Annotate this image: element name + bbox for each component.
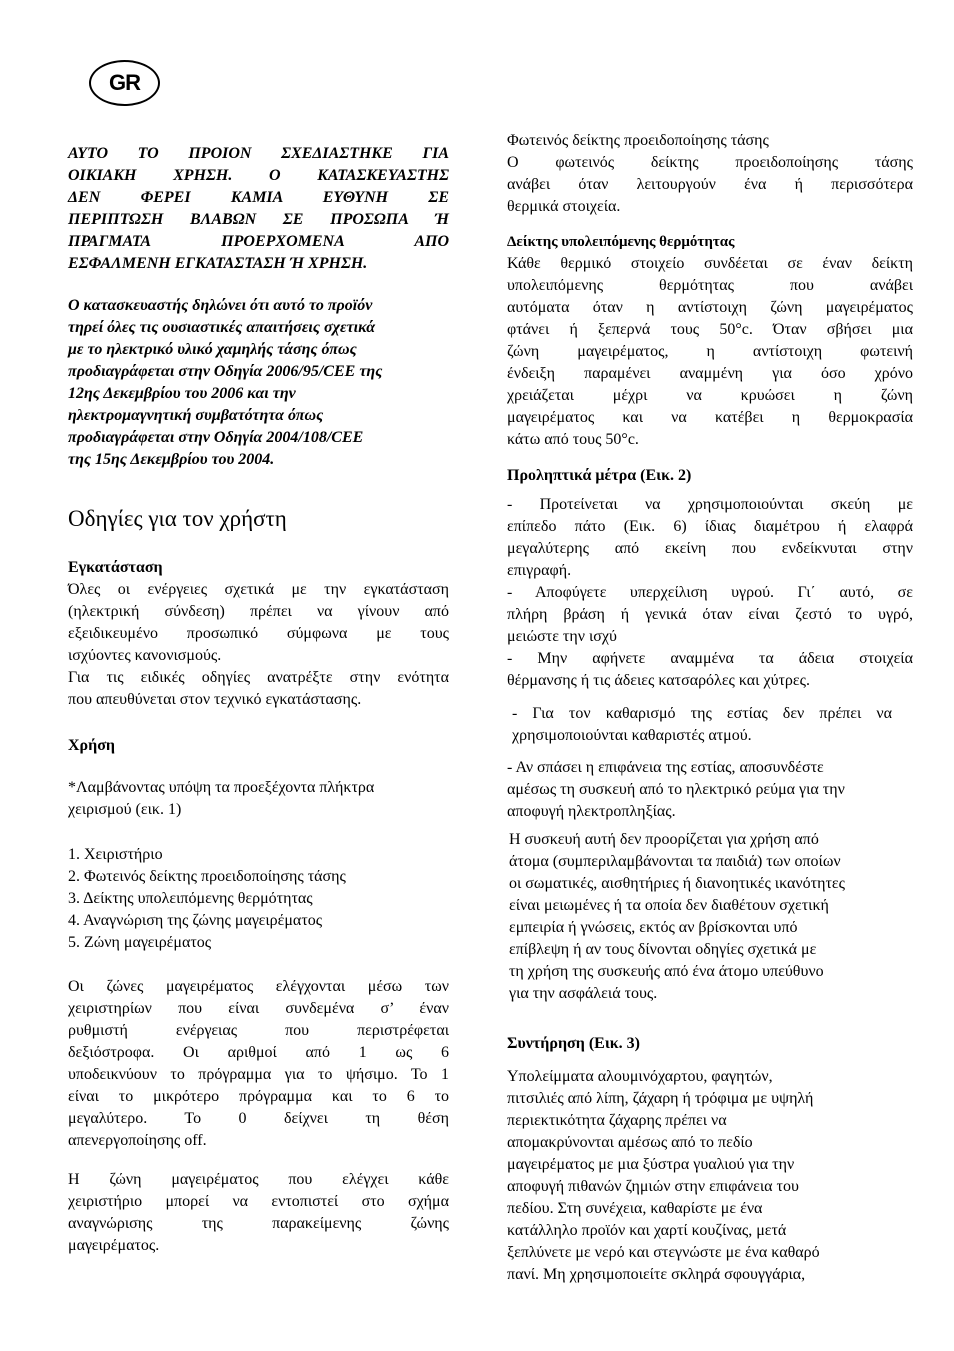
text-line: επιγραφή. (507, 562, 572, 579)
text-line: ΑΥΤΟ ΤΟ ΠΡΟΙΟΝ ΣΧΕΔΙΑΣΤΗΚΕ ΓΙΑ (68, 145, 449, 162)
text-line: 1. Χειριστήριο (68, 846, 163, 863)
language-badge (89, 60, 160, 106)
use-heading: Χρήση (68, 737, 115, 754)
precautions-heading: Προληπτικά μέτρα (Εικ. 2) (507, 467, 692, 484)
text-line: 3. Δείκτης υπολειπόμενης θερμότητας (68, 890, 313, 907)
text-line: Όλες οι ενέργειες σχετικά με την εγκατάσταση (68, 581, 449, 598)
text-line: πλήρη βράση ή γενικά όταν είναι ζεστό το υγρό, (507, 606, 913, 623)
text-line: χρειάζεται μέχρι να κρυώσει η ζώνη (507, 387, 913, 404)
safety-notice (509, 829, 915, 1005)
text-line: Ο φωτεινός δείκτης προειδοποίησης τάσης (507, 154, 913, 171)
text-line: περιεκτικότητα ζάχαρης πρέπει να (507, 1112, 727, 1129)
text-line: πιτσιλιές από λίπη, ζάχαρη ή τρόφιμα με υψηλή (507, 1090, 814, 1107)
text-line: είναι μειωμένες ή τα οποία δεν διαθέτουν σχετική (509, 897, 829, 914)
text-line: Ο κατασκευαστής δηλώνει ότι αυτό το προϊόν (68, 297, 373, 314)
text-line: χειριστηρίων που είναι συνδεμένα σ’ έναν (68, 1000, 449, 1017)
text-line: εμπειρία ή γνώσεις, εκτός αν βρίσκονται υπό (509, 919, 798, 936)
zones-text (68, 976, 449, 1152)
text-line: ζώνη μαγειρέματος, η αντίστοιχη φωτεινή (507, 343, 913, 360)
text-line: - Προτείνεται να χρησιμοποιούνται σκεύη με (507, 496, 913, 513)
text-line: άτομα (συμπεριλαμβάνονται τα παιδιά) των οποίων (509, 853, 841, 870)
text-line: πανί. Μη χρησιμοποιείτε σκληρά σφουγγάρια, (507, 1266, 806, 1283)
text-line: κατάλληλο προϊόν και χαρτί κουζίνας, μετά (507, 1222, 787, 1239)
text-line: - Αποφύγετε υπερχείλιση υγρού. Γι΄ αυτό, σε (507, 584, 913, 601)
zone-locate-text (68, 1169, 449, 1257)
text-line: Η συσκευή αυτή δεν προορίζεται για χρήση από (509, 831, 819, 848)
text-line: μαγειρέματος. (68, 1237, 160, 1254)
use-components-list (68, 844, 449, 954)
text-line: προδιαγράφεται στην Οδηγία 2006/95/CEE της (68, 363, 383, 380)
text-line: αυτόματα όταν η αντίστοιχη ζώνη μαγειρέματος (507, 299, 913, 316)
text-line: με το ηλεκτρικό υλικό χαμηλής τάσης όπως (68, 341, 357, 358)
text-line: χειριστήριο μπορεί να εντοπιστεί στο σχήμα (68, 1193, 449, 1210)
text-line: υπολειπόμενης θερμότητας που ανάβει (507, 277, 913, 294)
text-line: ανάβει όταν λειτουργούν ένα ή περισσότερα (507, 176, 913, 193)
text-line: για την ασφάλειά τους. (509, 985, 658, 1002)
residual-heat-text (507, 253, 913, 451)
text-line: - Για τον καθαρισμό της εστίας δεν πρέπει να (512, 705, 892, 722)
text-line: Οι ζώνες μαγειρέματος ελέγχονται μέσω των (68, 978, 449, 995)
text-line: αποφυγή πιθανών ζημιών στην επιφάνεια του (507, 1178, 799, 1195)
maintenance-heading: Συντήρηση (Εικ. 3) (507, 1035, 640, 1052)
compliance-declaration (68, 295, 449, 471)
text-line: τηρεί όλες τις ουσιαστικές απαιτήσεις σχετικά (68, 319, 376, 336)
text-line: 2. Φωτεινός δείκτης προειδοποίησης τάσης (68, 868, 346, 885)
maintenance-text (507, 1066, 913, 1286)
text-line: - Μην αφήνετε αναμμένα τα άδεια στοιχεία (507, 650, 913, 667)
text-line: απομακρύνονται αμέσως από το πεδίο (507, 1134, 753, 1151)
text-line: υποδεικνύουν το πρόγραμμα για το ψήσιμο. Το 1 (68, 1066, 449, 1083)
text-line: ένδειξη παραμένει αναμμένη για όσο χρόνο (507, 365, 913, 382)
text-line: που απευθύνεται στον τεχνικό εγκατάστασης. (68, 691, 362, 708)
text-line: μεγαλύτερης από εκείνη που ενδείκνυται στην (507, 540, 913, 557)
text-line: πεδίου. Στη συνέχεια, καθαρίστε με ένα (507, 1200, 763, 1217)
text-line: της 15ης Δεκεμβρίου του 2004. (68, 451, 275, 468)
text-line: είναι το μικρότερο πρόγραμμα και το 6 το (68, 1088, 449, 1105)
text-line: ηλεκτρομαγνητική συμβατότητα όπως (68, 407, 324, 424)
text-line: μειώστε την ισχύ (507, 628, 617, 645)
voltage-lamp-text (507, 152, 913, 218)
text-line: προδιαγράφεται στην Οδηγία 2004/108/CEE (68, 429, 364, 446)
text-line: ξεπλύνετε με νερό και στεγνώστε με ένα καθαρό (507, 1244, 820, 1261)
text-line: Για τις ειδικές οδηγίες ανατρέξτε στην ενότητα (68, 669, 449, 686)
text-line: (ηλεκτρική σύνδεση) πρέπει να γίνουν από (68, 603, 449, 620)
text-line: χειρισμού (εικ. 1) (68, 801, 182, 818)
text-line: αμέσως τη συσκευή από το ηλεκτρικό ρεύμα για την (507, 781, 845, 798)
text-line: ΠΕΡΙΠΤΩΣΗ ΒΛΑΒΩΝ ΣΕ ΠΡΟΣΩΠΑ Ή (68, 211, 449, 228)
installation-heading: Εγκατάσταση (68, 559, 163, 576)
installation-text (68, 579, 449, 711)
text-line: επίπεδο πάτο (Εικ. 6) ίδιας διαμέτρου ή ελαφρά (507, 518, 913, 535)
text-line: τη χρήση της συσκευής από ένα άτομο υπεύθυνο (509, 963, 824, 980)
text-line: απενεργοποίησης off. (68, 1132, 207, 1149)
text-line: 12ης Δεκεμβρίου του 2006 και την (68, 385, 296, 402)
text-line: μαγειρέματος και να κατέβει η θερμοκρασία (507, 409, 913, 426)
text-line: κάτω από τους 50°c. (507, 431, 639, 448)
precautions-steam (512, 703, 892, 747)
text-line: οι σωματικές, αισθητήριες ή διανοητικές ικανότητες (509, 875, 845, 892)
text-line: χρησιμοποιούνται καθαριστές ατμού. (512, 727, 752, 744)
text-line: αναγνώρισης της παρακείμενης ζώνης (68, 1215, 449, 1232)
text-line: ΟΙΚΙΑΚΗ ΧΡΗΣΗ. Ο ΚΑΤΑΣΚΕΥΑΣΤΗΣ (68, 167, 449, 184)
text-line: ΕΣΦΑΛΜΕΝΗ ΕΓΚΑΤΑΣΤΑΣΗ Ή ΧΡΗΣΗ. (68, 255, 368, 272)
text-line: φτάνει ή ξεπερνά τους 50°c. Όταν σβήσει μια (507, 321, 913, 338)
text-line: ΔΕΝ ΦΕΡΕΙ ΚΑΜΙΑ ΕΥΘΥΝΗ ΣΕ (68, 189, 449, 206)
text-line: 5. Ζώνη μαγειρέματος (68, 934, 212, 951)
text-line: Υπολείμματα αλουμινόχαρτου, φαγητών, (507, 1068, 773, 1085)
precautions-text (507, 494, 913, 692)
text-line: Κάθε θερμικό στοιχείο συνδέεται σε έναν δείκτη (507, 255, 913, 272)
text-line: εξειδικευμένο προσωπικό σύμφωνα με τους (68, 625, 449, 642)
text-line: θερμικά στοιχεία. (507, 198, 621, 215)
text-line: - Αν σπάσει η επιφάνεια της εστίας, αποσυνδέστε (507, 759, 824, 776)
text-line: μεγαλύτερο. Το 0 δείχνει τη θέση (68, 1110, 449, 1127)
page-title: Οδηγίες για τον χρήστη (68, 506, 287, 531)
precautions-break (507, 757, 913, 823)
language-code: GR (109, 70, 140, 95)
safety-warning (68, 143, 449, 275)
text-line: δεξιόστροφα. Οι αριθμοί από 1 ως 6 (68, 1044, 449, 1061)
text-line: Η ζώνη μαγειρέματος που ελέγχει κάθε (68, 1171, 449, 1188)
voltage-lamp-title: Φωτεινός δείκτης προειδοποίησης τάσης (507, 132, 769, 149)
text-line: αποφυγή ηλεκτροπληξίας. (507, 803, 676, 820)
text-line: 4. Αναγνώριση της ζώνης μαγειρέματος (68, 912, 323, 929)
text-line: ισχύοντες κανονισμούς. (68, 647, 222, 664)
text-line: *Λαμβάνοντας υπόψη τα προεξέχοντα πλήκτρα (68, 779, 375, 796)
text-line: θέρμανσης ή τις άδειες κατσαρόλες και χύτρες. (507, 672, 810, 689)
residual-heat-heading: Δείκτης υπολειπόμενης θερμότητας (507, 234, 735, 250)
text-line: ρυθμιστή ενέργειας που περιστρέφεται (68, 1022, 449, 1039)
text-line: επίβλεψη ή αν τους δίνονται οδηγίες σχετικά με (509, 941, 817, 958)
use-intro (68, 777, 449, 821)
text-line: ΠΡΑΓΜΑΤΑ ΠΡΟΕΡΧΟΜΕΝΑ ΑΠΟ (68, 233, 449, 250)
text-line: μαγειρέματος με μια ξύστρα γυαλιού για την (507, 1156, 795, 1173)
